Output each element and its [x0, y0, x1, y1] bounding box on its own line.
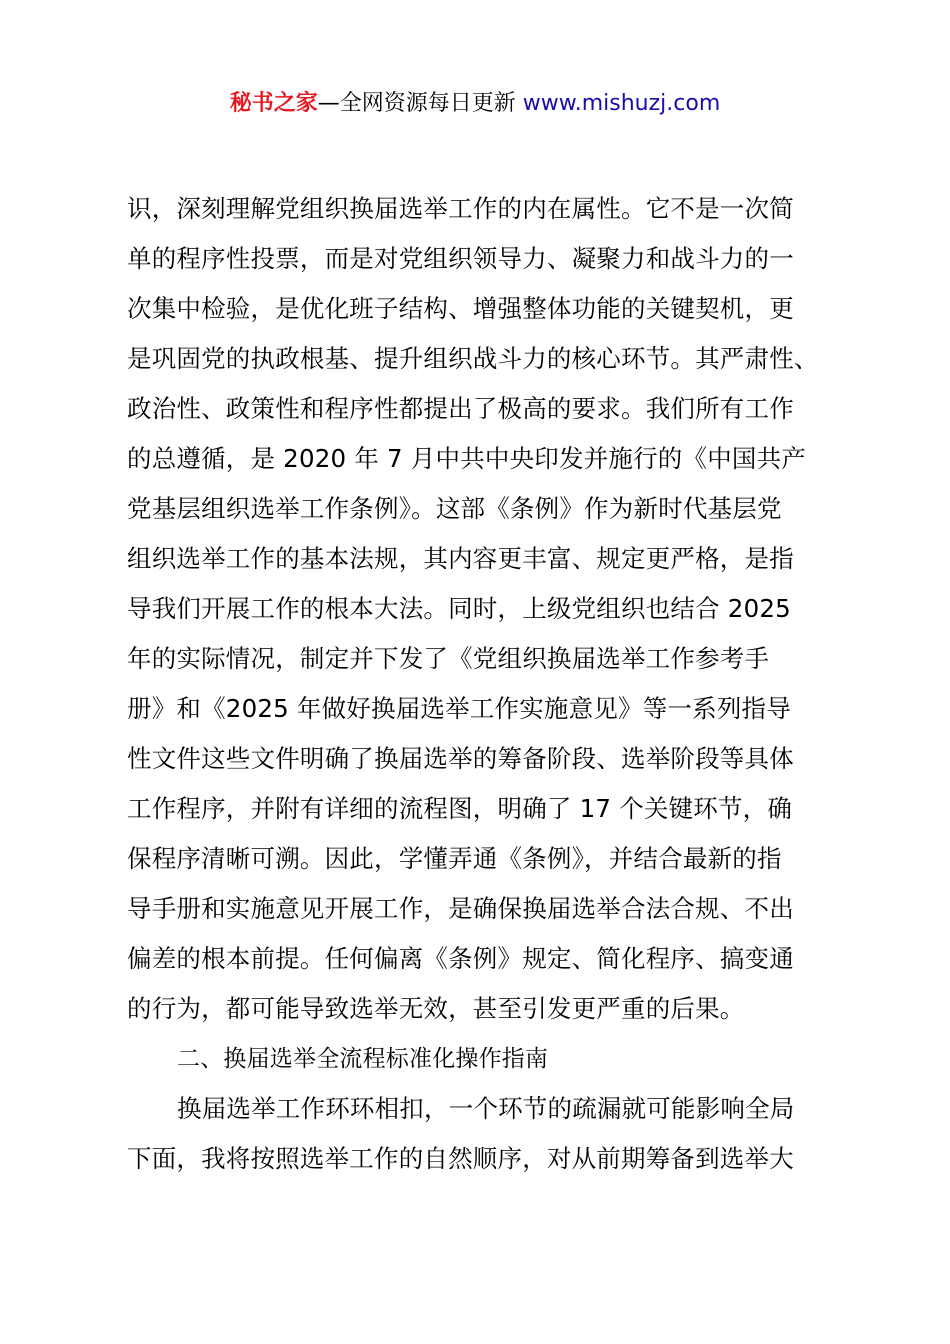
- text-line: 识，深刻理解党组织换届选举工作的内在属性。它不是一次简: [127, 194, 794, 223]
- text-line: 党基层组织选举工作条例》。这部《条例》作为新时代基层党: [127, 494, 782, 523]
- document-body: [127, 184, 847, 1184]
- text-line: 册》和《2025 年做好换届选举工作实施意见》等一系列指导: [127, 694, 791, 723]
- text-line: 下面，我将按照选举工作的自然顺序，对从前期筹备到选举大: [127, 1144, 794, 1173]
- text-line: 偏差的根本前提。任何偏离《条例》规定、简化程序、搞变通: [127, 944, 794, 973]
- site-brand: 秘书之家: [229, 91, 318, 116]
- site-url-link[interactable]: www.mishuzj.com: [522, 91, 721, 116]
- text-line: 导手册和实施意见开展工作，是确保换届选举合法合规、不出: [127, 894, 794, 923]
- text-line: 组织选举工作的基本法规，其内容更丰富、规定更严格，是指: [127, 544, 794, 573]
- text-line: 换届选举工作环环相扣，一个环节的疏漏就可能影响全局: [177, 1094, 795, 1123]
- site-header: [0, 88, 950, 120]
- text-line: 政治性、政策性和程序性都提出了极高的要求。我们所有工作: [127, 394, 794, 423]
- text-line: 单的程序性投票，而是对党组织领导力、凝聚力和战斗力的一: [127, 244, 794, 273]
- text-line: 的行为，都可能导致选举无效，甚至引发更严重的后果。: [127, 994, 745, 1023]
- text-line: 导我们开展工作的根本大法。同时，上级党组织也结合 2025: [127, 594, 791, 623]
- text-line: 的总遵循，是 2020 年 7 月中共中央印发并施行的《中国共产: [127, 444, 806, 473]
- section-heading: 二、换届选举全流程标准化操作指南: [177, 1046, 549, 1072]
- text-line: 性文件这些文件明确了换届选举的筹备阶段、选举阶段等具体: [127, 744, 794, 773]
- text-line: 保程序清晰可溯。因此，学懂弄通《条例》，并结合最新的指: [127, 844, 782, 873]
- site-tagline: —全网资源每日更新: [317, 91, 523, 116]
- text-line: 是巩固党的执政根基、提升组织战斗力的核心环节。其严肃性、: [127, 344, 819, 373]
- text-line: 工作程序，并附有详细的流程图，明确了 17 个关键环节，确: [127, 794, 793, 823]
- text-line: 年的实际情况，制定并下发了《党组织换届选举工作参考手: [127, 644, 770, 673]
- text-line: 次集中检验，是优化班子结构、增强整体功能的关键契机，更: [127, 294, 794, 323]
